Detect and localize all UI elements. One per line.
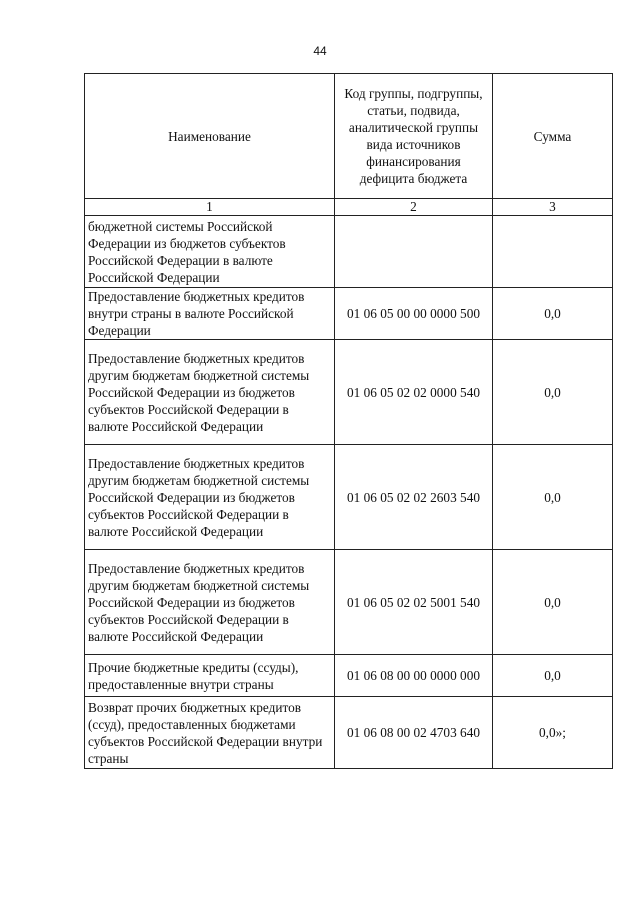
table-row xyxy=(85,445,613,550)
row-sum: 0,0 xyxy=(493,655,613,697)
table-row xyxy=(85,550,613,655)
table-row xyxy=(85,697,613,769)
table-row xyxy=(85,340,613,445)
column-number-1: 1 xyxy=(85,199,335,216)
row-code xyxy=(335,216,493,288)
column-number-2: 2 xyxy=(335,199,493,216)
budget-sources-table xyxy=(84,73,613,769)
row-name: Предоставление бюджетных кредитов внутри страны в валюте Российской Федерации xyxy=(85,288,335,340)
header-sum: Сумма xyxy=(493,74,613,199)
row-code: 01 06 05 00 00 0000 500 xyxy=(335,288,493,340)
row-name: Предоставление бюджетных кредитов другим бюджетам бюджетной системы Российской Федерации из бюджетов субъектов Российской Федерации в валюте Российской Федерации xyxy=(85,445,335,550)
table-header-row xyxy=(85,74,613,199)
row-sum: 0,0 xyxy=(493,550,613,655)
row-name: Прочие бюджетные кредиты (ссуды), предоставленные внутри страны xyxy=(85,655,335,697)
column-number-3: 3 xyxy=(493,199,613,216)
row-sum: 0,0 xyxy=(493,288,613,340)
column-number-row xyxy=(85,199,613,216)
row-name: Предоставление бюджетных кредитов другим бюджетам бюджетной системы Российской Федерации из бюджетов субъектов Российской Федерации в валюте Российской Федерации xyxy=(85,550,335,655)
row-code: 01 06 08 00 00 0000 000 xyxy=(335,655,493,697)
row-name: Возврат прочих бюджетных кредитов (ссуд), предоставленных бюджетами субъектов Российской Федерации внутри страны xyxy=(85,697,335,769)
row-sum xyxy=(493,216,613,288)
row-code: 01 06 08 00 02 4703 640 xyxy=(335,697,493,769)
row-sum: 0,0 xyxy=(493,340,613,445)
row-name: Предоставление бюджетных кредитов другим бюджетам бюджетной системы Российской Федерации из бюджетов субъектов Российской Федерации в валюте Российской Федерации xyxy=(85,340,335,445)
row-sum: 0,0 xyxy=(493,445,613,550)
table-row xyxy=(85,216,613,288)
page-number: 44 xyxy=(313,44,327,58)
row-name: бюджетной системы Российской Федерации из бюджетов субъектов Российской Федерации в валюте Российской Федерации xyxy=(85,216,335,288)
row-code: 01 06 05 02 02 5001 540 xyxy=(335,550,493,655)
row-code: 01 06 05 02 02 2603 540 xyxy=(335,445,493,550)
header-name: Наименование xyxy=(85,74,335,199)
header-code: Код группы, подгруппы, статьи, подвида, аналитической группы вида источников финансирования дефицита бюджета xyxy=(335,74,493,199)
table-row xyxy=(85,655,613,697)
row-sum: 0,0»; xyxy=(493,697,613,769)
table-row xyxy=(85,288,613,340)
row-code: 01 06 05 02 02 0000 540 xyxy=(335,340,493,445)
